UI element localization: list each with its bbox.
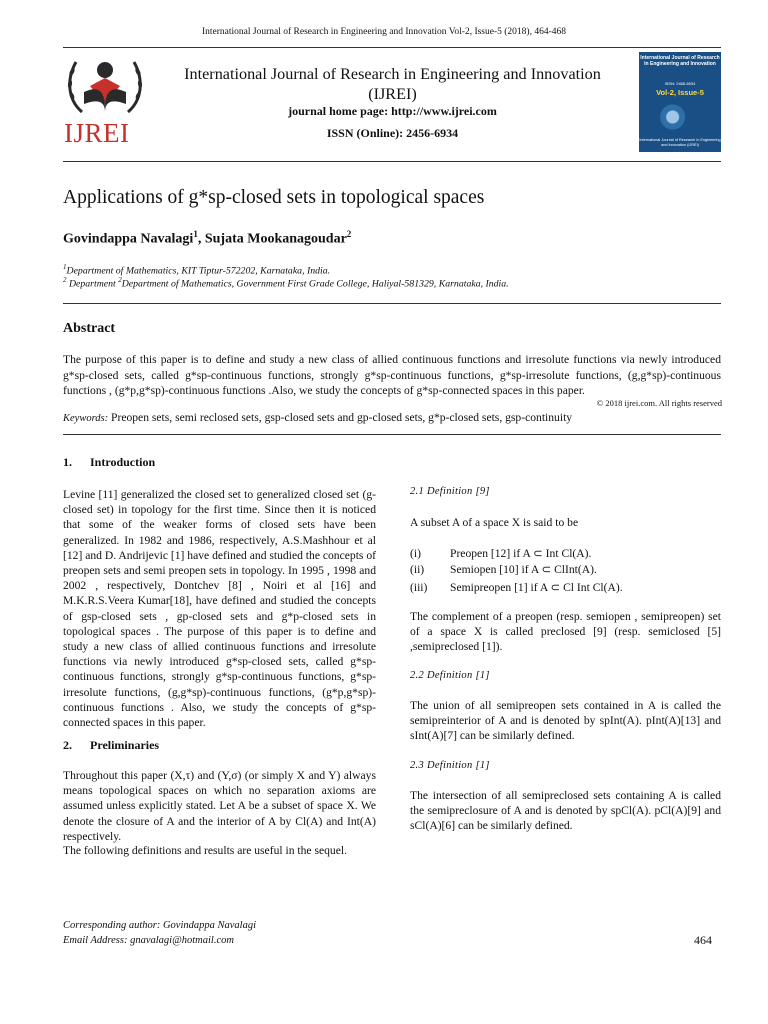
affil-rule bbox=[63, 303, 721, 304]
journal-cover-image bbox=[639, 52, 721, 152]
affiliation-1 bbox=[63, 263, 330, 276]
keywords bbox=[63, 411, 572, 424]
section-number: 2. bbox=[63, 738, 72, 752]
journal-logo bbox=[62, 52, 148, 148]
abstract-rule bbox=[63, 434, 721, 435]
definition-2-1-intro: A subset A of a space X is said to be bbox=[410, 516, 579, 529]
section-heading-introduction bbox=[63, 455, 155, 470]
journal-title-line2: (IJREI) bbox=[368, 85, 417, 103]
list-text: Preopen [12] if A ⊂ Int Cl(A). bbox=[450, 547, 592, 560]
definition-list-item bbox=[410, 562, 597, 576]
journal-issn: ISSN (Online): 2456-6934 bbox=[326, 126, 459, 140]
affil-mark: 2 bbox=[63, 276, 67, 284]
list-number: (iii) bbox=[410, 581, 428, 594]
author-name: Govindappa Navalagi bbox=[63, 231, 194, 247]
paper-title: Applications of g*sp-closed sets in topological spaces bbox=[63, 187, 485, 208]
definition-2-1-heading: 2.1 Definition [9] bbox=[410, 486, 490, 497]
definition-2-1-complement: The complement of a preopen (resp. semiopen , semipreopen) set of a space X is called preclosed [9] (resp. semiclosed [5] ,semipreclosed [1]). bbox=[410, 610, 721, 654]
logo-text: IJREI bbox=[64, 118, 130, 148]
abstract-text: The purpose of this paper is to define and study a new class of allied continuous functions and irresolute functions via newly introduced g*sp-closed sets, called g*sp-continuous functions, strongly g*sp-continuous functions, g*sp-irresolute functions, (g,g*sp)-continuous functions , (g*p,g*sp)-continuous functions .Also, we study the concepts of g*sp-connected spaces in this paper. bbox=[63, 353, 721, 397]
preliminaries-paragraph: Throughout this paper (X,τ) and (Y,σ) (or simply X and Y) always means topological spaces on which no separation axioms are assumed unless explicitly stated. Let A be a subset of space X. We denote the closure of A and the interior of A by Cl(A) and Int(A) respectively. bbox=[63, 769, 376, 843]
page-number: 464 bbox=[694, 933, 712, 947]
affiliation-2 bbox=[63, 276, 509, 289]
author-separator: , bbox=[197, 231, 205, 247]
author-affil-mark: 1 bbox=[193, 229, 198, 239]
list-text: Semiopen [10] if A ⊂ ClInt(A). bbox=[450, 563, 597, 576]
section-heading-preliminaries bbox=[63, 738, 159, 753]
introduction-paragraph: Levine [11] generalized the closed set to generalized closed set (g-closed set) in topology for the first time. Since then it is noticed that some of the weaker forms of closed sets have been generalized. In 1982 and 1986, respectively, A.S.Mashhour et al [12] and D. Andrijevic [1] have defined and studied the concepts of preopen sets and semi preopen sets in topology. In 1995 , 1998 and 2002 , respectively, Dontchev [8] , Noiri et al [16] and M.K.R.S.Veera Kumar[18], have defined and studied the concepts of gsp-closed sets , gp-closed sets and g*p-closed sets in topological spaces . The purpose of this paper is to define and study a new class of allied continuous functions and irresolute functions via newly introduced g*sp-closed sets, called g*sp-continuous functions, strongly g*sp-continuous functions, g*sp-irresolute functions, (g,g*sp)-continuous functions, (g*p,g*sp)-continuous functions . Also, we study the concepts of g*sp-connected spaces in this paper. bbox=[63, 488, 376, 730]
list-number: (ii) bbox=[410, 563, 425, 576]
book-laurel-icon bbox=[62, 52, 148, 118]
preliminaries-sequel: The following definitions and results are useful in the sequel. bbox=[63, 844, 347, 857]
section-number: 1. bbox=[63, 455, 72, 469]
affil-text: Department of Mathematics, KIT Tiptur-572202, Karnataka, India. bbox=[66, 265, 331, 277]
list-number: (i) bbox=[410, 547, 421, 560]
author-list bbox=[63, 229, 351, 248]
affil-mark: 2 bbox=[118, 276, 122, 284]
keywords-label: Keywords: bbox=[63, 413, 109, 424]
keywords-text: Preopen sets, semi reclosed sets, gsp-closed sets and gp-closed sets, g*p-closed sets, gsp-continuity bbox=[108, 411, 573, 424]
cover-footer: International Journal of Research in Engineering and Innovation (IJREI) bbox=[639, 138, 721, 147]
definition-2-3-text: The intersection of all semipreclosed sets containing A is called the semipreclosure of A and is denoted by spCl(A). pCl(A)[9] and sCl(A)[6] can be similarly defined. bbox=[410, 789, 721, 833]
cover-issn: ISSN: 2456-6934 bbox=[664, 81, 696, 86]
copyright-notice: © 2018 ijrei.com. All rights reserved bbox=[596, 398, 722, 408]
author-name: Sujata Mookanagoudar bbox=[204, 231, 347, 247]
definition-2-2-text: The union of all semipreopen sets contained in A is called the semipreinterior of A and is denoted by spInt(A). pInt(A)[13] and sInt(A)[7] can be similarly defined. bbox=[410, 699, 721, 743]
definition-2-2-heading: 2.2 Definition [1] bbox=[410, 670, 490, 681]
corresponding-author: Corresponding author: Govindappa Navalagi bbox=[63, 920, 256, 931]
affil-pre: Department bbox=[66, 278, 119, 290]
running-header: International Journal of Research in Engineering and Innovation Vol-2, Issue-5 (2018), 464-468 bbox=[202, 27, 566, 37]
definition-list-item bbox=[410, 546, 591, 560]
abstract-heading: Abstract bbox=[63, 321, 116, 336]
header-rule-bottom bbox=[63, 161, 721, 162]
definition-list-item bbox=[410, 580, 623, 594]
cover-art bbox=[643, 98, 717, 136]
cover-title: International Journal of Research in Engineering and Innovation bbox=[640, 55, 720, 67]
author-email: Email Address: gnavalagi@hotmail.com bbox=[63, 935, 234, 946]
list-text: Semipreopen [1] if A ⊂ Cl Int Cl(A). bbox=[450, 581, 623, 594]
affil-mark: 1 bbox=[63, 263, 67, 271]
author-affil-mark: 2 bbox=[346, 229, 352, 239]
cover-volume: Vol-2, Issue-5 bbox=[656, 88, 704, 97]
affil-text: Department of Mathematics, Government First Grade College, Haliyal-581329, Karnataka, India. bbox=[121, 278, 509, 290]
journal-title-line1: International Journal of Research in Engineering and Innovation bbox=[184, 65, 601, 83]
journal-title bbox=[150, 64, 635, 104]
header-rule-top bbox=[63, 47, 721, 48]
section-title: Introduction bbox=[90, 455, 156, 469]
section-title: Preliminaries bbox=[90, 738, 160, 752]
journal-homepage: journal home page: http://www.ijrei.com bbox=[288, 104, 497, 118]
definition-2-3-heading: 2.3 Definition [1] bbox=[410, 760, 490, 771]
